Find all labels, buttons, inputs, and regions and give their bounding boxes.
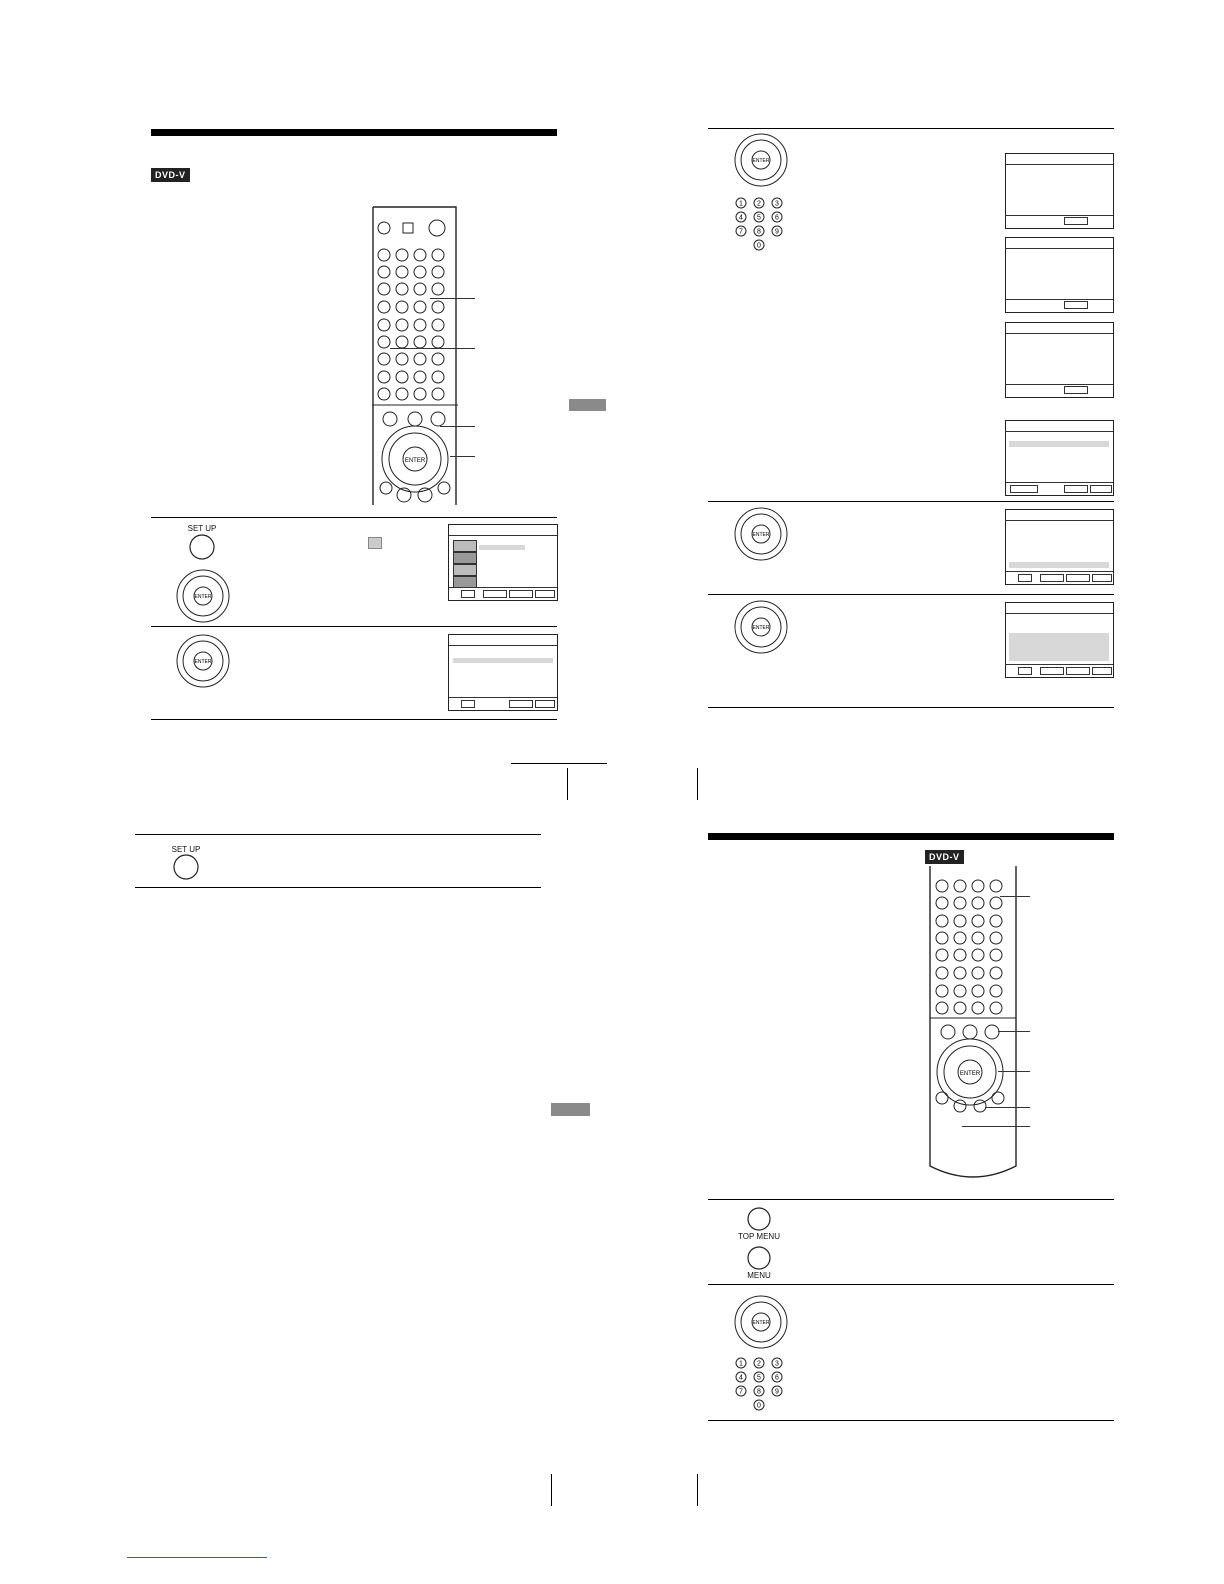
callout-line (390, 348, 475, 349)
number-keypad-icon (733, 1356, 789, 1412)
step-divider (151, 626, 557, 627)
page-crop-mark (697, 1474, 698, 1506)
svg-text:4: 4 (739, 214, 743, 222)
svg-text:5: 5 (757, 214, 761, 222)
callout-line (998, 1031, 1030, 1032)
level-select-screen (1005, 509, 1114, 585)
svg-text:ENTER: ENTER (959, 1071, 981, 1077)
callout-line (985, 1107, 1030, 1108)
svg-text:8: 8 (757, 228, 761, 236)
step-divider (708, 707, 1114, 708)
top-menu-button-label: TOP MENU (738, 1232, 780, 1241)
enter-joystick-icon (733, 1294, 789, 1350)
password-screen-2 (1005, 237, 1114, 313)
svg-text:4: 4 (739, 1374, 743, 1382)
password-screen-3 (1005, 322, 1114, 398)
parental-control-screen (1005, 420, 1114, 496)
enter-joystick-icon (175, 568, 231, 624)
svg-text:5: 5 (757, 1374, 761, 1382)
page-crop-mark (697, 768, 698, 800)
svg-text:3: 3 (775, 200, 779, 208)
menu-button-label: MENU (747, 1271, 771, 1280)
svg-text:7: 7 (739, 1388, 743, 1396)
svg-text:ENTER: ENTER (404, 458, 426, 464)
svg-text:ENTER: ENTER (752, 158, 770, 164)
dvd-v-badge: DVD-V (925, 850, 964, 864)
dvd-v-badge: DVD-V (151, 168, 190, 182)
step-divider (708, 594, 1114, 595)
enter-joystick-icon (175, 633, 231, 689)
right-title-bar (708, 833, 1114, 840)
svg-text:ENTER: ENTER (752, 1320, 770, 1326)
language-menu-screen (448, 634, 558, 711)
svg-text:6: 6 (775, 214, 779, 222)
enter-joystick-icon (733, 132, 789, 188)
remote-control-illustration (928, 866, 1028, 1186)
step-divider (708, 1284, 1114, 1285)
svg-text:0: 0 (757, 1402, 761, 1410)
step-divider (135, 834, 541, 835)
step-divider (708, 501, 1114, 502)
svg-text:ENTER: ENTER (194, 594, 212, 600)
section-tab (569, 399, 606, 411)
enter-joystick-icon (733, 599, 789, 655)
password-screen-1 (1005, 153, 1114, 229)
svg-text:2: 2 (757, 1360, 761, 1368)
svg-text:6: 6 (775, 1374, 779, 1382)
enter-joystick-icon (733, 506, 789, 562)
step-divider (708, 1420, 1114, 1421)
section-tab (551, 1103, 590, 1116)
step-divider (708, 128, 1114, 129)
svg-text:9: 9 (775, 228, 779, 236)
setup-gear-icon (368, 537, 382, 549)
number-keypad-icon (733, 196, 789, 252)
svg-text:3: 3 (775, 1360, 779, 1368)
page-crop-mark (551, 1474, 552, 1506)
page-edge-line (511, 763, 607, 764)
svg-text:1: 1 (739, 1360, 743, 1368)
callout-line (998, 1071, 1030, 1072)
footer-link-underline (127, 1557, 267, 1558)
country-select-screen (1005, 602, 1114, 678)
svg-text:7: 7 (739, 228, 743, 236)
menu-button-icon (746, 1245, 772, 1271)
callout-line (450, 456, 475, 457)
callout-line (1000, 896, 1030, 897)
callout-line (440, 426, 475, 427)
svg-text:8: 8 (757, 1388, 761, 1396)
step-divider (151, 719, 557, 720)
svg-text:2: 2 (757, 200, 761, 208)
svg-text:ENTER: ENTER (194, 659, 212, 665)
page-crop-mark (567, 768, 568, 800)
top-menu-button-icon (746, 1206, 772, 1232)
svg-text:1: 1 (739, 200, 743, 208)
setup-button-icon (172, 853, 200, 881)
setup-button-label: SET UP (187, 524, 217, 533)
step-divider (708, 1199, 1114, 1200)
svg-text:0: 0 (757, 242, 761, 250)
callout-line (430, 298, 475, 299)
setup-button-label: SET UP (171, 845, 201, 854)
remote-control-illustration (370, 205, 470, 510)
setup-menu-screen (448, 524, 558, 601)
svg-text:9: 9 (775, 1388, 779, 1396)
callout-line (962, 1126, 1030, 1127)
step-divider (135, 887, 541, 888)
svg-text:ENTER: ENTER (752, 532, 770, 538)
svg-text:ENTER: ENTER (752, 625, 770, 631)
step-divider (151, 517, 557, 518)
setup-button-icon (188, 533, 216, 561)
left-title-bar (151, 129, 557, 136)
